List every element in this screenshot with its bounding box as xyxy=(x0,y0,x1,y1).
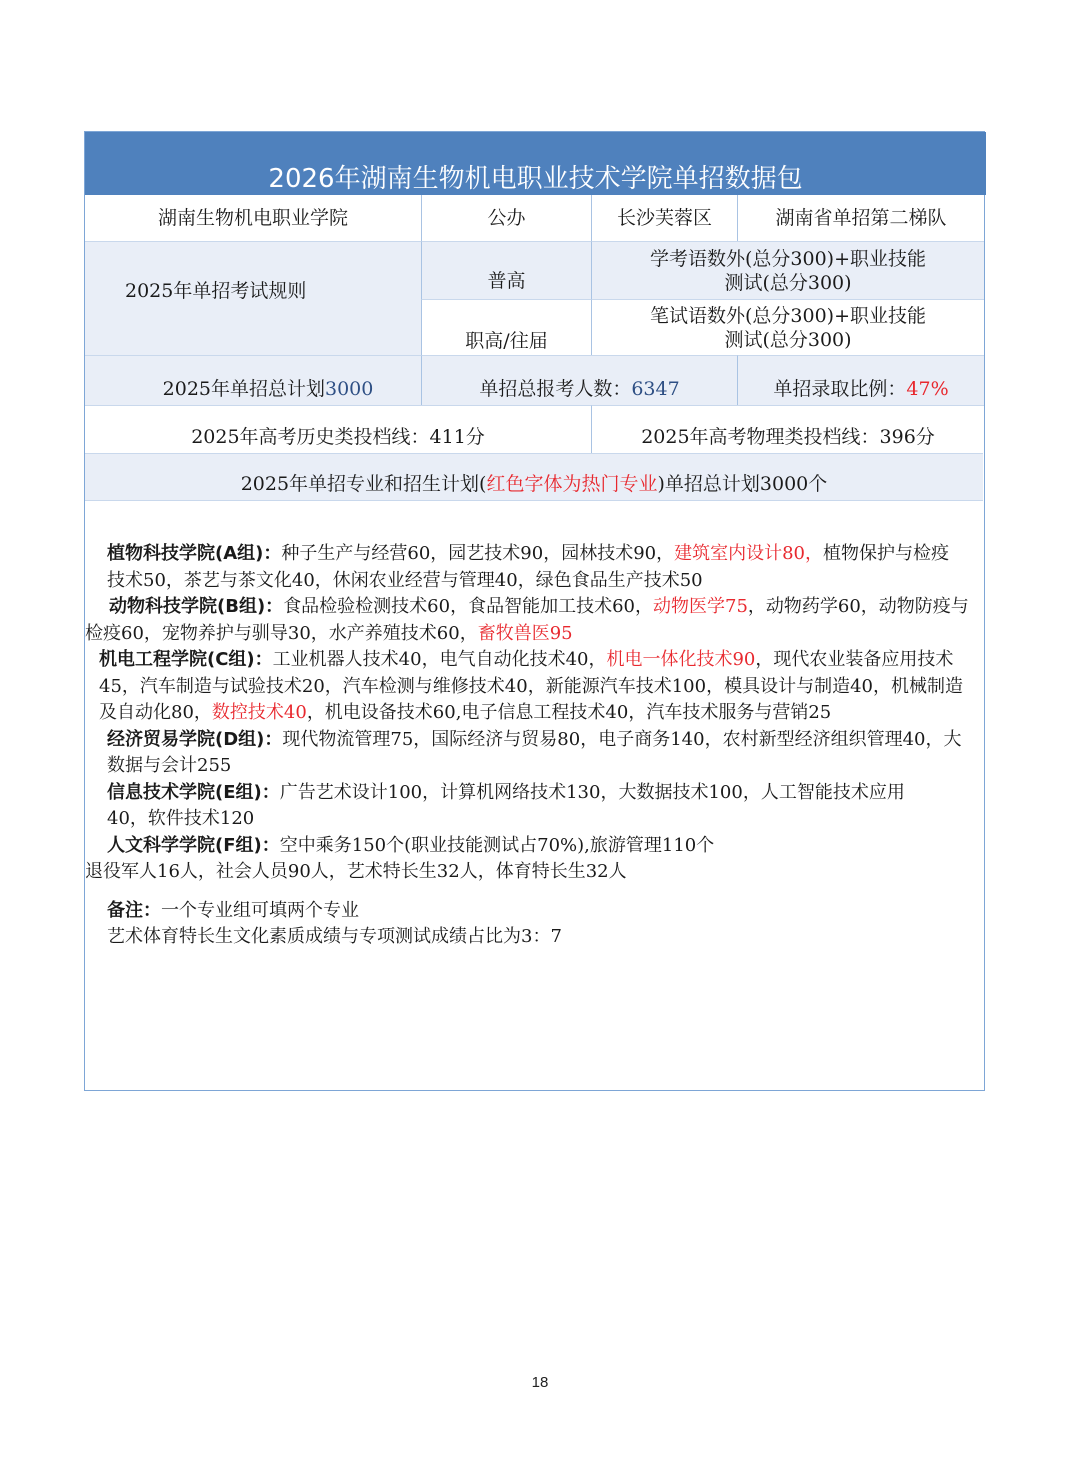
exam-rule-general-line1: 学考语数外(总分300)+职业技能 xyxy=(649,247,926,270)
major-segment: ，机电设备技术60,电子信息工程技术40，汽车技术服务与营销25 xyxy=(306,702,832,723)
college-name: 植物科技学院(A组)： xyxy=(107,543,282,564)
data-package-table xyxy=(84,131,985,1091)
hot-major-segment: 畜牧兽医95 xyxy=(477,622,573,644)
college-name: 信息技术学院(E组)： xyxy=(107,781,280,803)
school-location: 长沙芙蓉区 xyxy=(591,195,737,241)
page-title: 2026年湖南生物机电职业技术学院单招数据包 xyxy=(85,132,986,195)
major-segment: 空中乘务150个(职业技能测试占70%),旅游管理110个 xyxy=(279,834,715,856)
school-tier: 湖南省单招第二梯队 xyxy=(737,195,984,241)
plan-header-prefix: 2025年单招专业和招生计划( xyxy=(240,473,487,495)
plan-header-suffix: )单招总计划3000个 xyxy=(657,473,828,495)
hot-major-segment: 动物医学75 xyxy=(653,596,748,617)
page-number: 18 xyxy=(531,1374,549,1391)
hot-major-segment: 机电一体化技术90 xyxy=(606,649,756,670)
notes-label: 备注： xyxy=(107,899,161,921)
hot-major-segment: 建筑室内设计80， xyxy=(674,543,824,564)
history-cutoff: 2025年高考历史类投档线：411分 xyxy=(85,405,591,453)
college-item-d xyxy=(85,727,983,780)
college-name: 机电工程学院(C组)： xyxy=(99,649,273,670)
notes-text: 一个专业组可填两个专业 xyxy=(161,899,359,921)
college-item-e xyxy=(85,780,983,833)
exam-rule-general-line2: 测试(总分300) xyxy=(724,271,852,294)
notes-line1 xyxy=(85,898,983,925)
total-plan xyxy=(85,355,421,405)
major-segment: 种子生产与经营60，园艺技术90，园林技术90， xyxy=(281,543,675,564)
college-item-f xyxy=(85,833,983,860)
admission-ratio-label: 单招录取比例： xyxy=(773,378,907,400)
major-segment: ，现代农业装备应用技术45，汽车制造与试验技术20，汽车检测与维修技术40，新能源汽车技术100，模具设计与制造40，机械制造及自动化80， xyxy=(99,649,963,723)
college-name: 动物科技学院(B组)： xyxy=(109,596,284,617)
major-segment: 植物保护与检疫技术50，茶艺与茶文化40，休闲农业经营与管理40，绿色食品生产技术50 xyxy=(107,543,950,591)
plan-header-highlight: 红色字体为热门专业 xyxy=(486,473,658,495)
school-name: 湖南生物机电职业学院 xyxy=(85,195,421,241)
exam-rules-label: 2025年单招考试规则 xyxy=(85,241,421,355)
college-name: 人文科学学院(F组)： xyxy=(107,834,280,856)
plan-header xyxy=(85,453,983,501)
special-quota: 退役军人16人，社会人员90人，艺术特长生32人，体育特长生32人 xyxy=(85,861,627,882)
hot-major-segment: 数控技术40 xyxy=(211,702,307,723)
major-segment: ，动物药学60，动物防疫与检疫60，宠物养护与驯导30，水产养殖技术60， xyxy=(85,596,969,644)
college-item-b xyxy=(85,594,983,647)
exam-category-general: 普高 xyxy=(421,241,591,299)
exam-rule-general xyxy=(591,241,984,299)
exam-category-vocational: 职高/往届 xyxy=(421,299,591,355)
college-name: 经济贸易学院(D组)： xyxy=(107,728,283,750)
college-item-a xyxy=(85,541,983,594)
total-plan-label: 2025年单招总计划 xyxy=(162,378,325,400)
college-plan-list xyxy=(85,501,983,951)
exam-rule-vocational-line2: 测试(总分300) xyxy=(724,328,852,351)
exam-rule-vocational-line1: 笔试语数外(总分300)+职业技能 xyxy=(649,304,926,327)
total-applicants-label: 单招总报考人数： xyxy=(479,378,632,400)
notes-line2: 艺术体育特长生文化素质成绩与专项测试成绩占比为3：7 xyxy=(107,926,562,947)
exam-rule-vocational xyxy=(591,299,984,355)
total-plan-value: 3000 xyxy=(325,378,374,400)
total-applicants-value: 6347 xyxy=(631,378,680,400)
college-item-c xyxy=(85,647,983,727)
admission-ratio-value: 47% xyxy=(906,378,949,400)
major-segment: 食品检验检测技术60，食品智能加工技术60， xyxy=(283,596,653,617)
major-segment: 广告艺术设计100，计算机网络技术130，大数据技术100，人工智能技术应用40，软件技术120 xyxy=(107,781,905,829)
admission-ratio xyxy=(737,355,984,405)
major-segment: 工业机器人技术40，电气自动化技术40， xyxy=(272,649,607,670)
major-segment: 现代物流管理75，国际经济与贸易80，电子商务140，农村新型经济组织管理40，大数据与会计255 xyxy=(107,728,962,776)
physics-cutoff: 2025年高考物理类投档线：396分 xyxy=(591,405,984,453)
total-applicants xyxy=(421,355,737,405)
school-type: 公办 xyxy=(421,195,591,241)
